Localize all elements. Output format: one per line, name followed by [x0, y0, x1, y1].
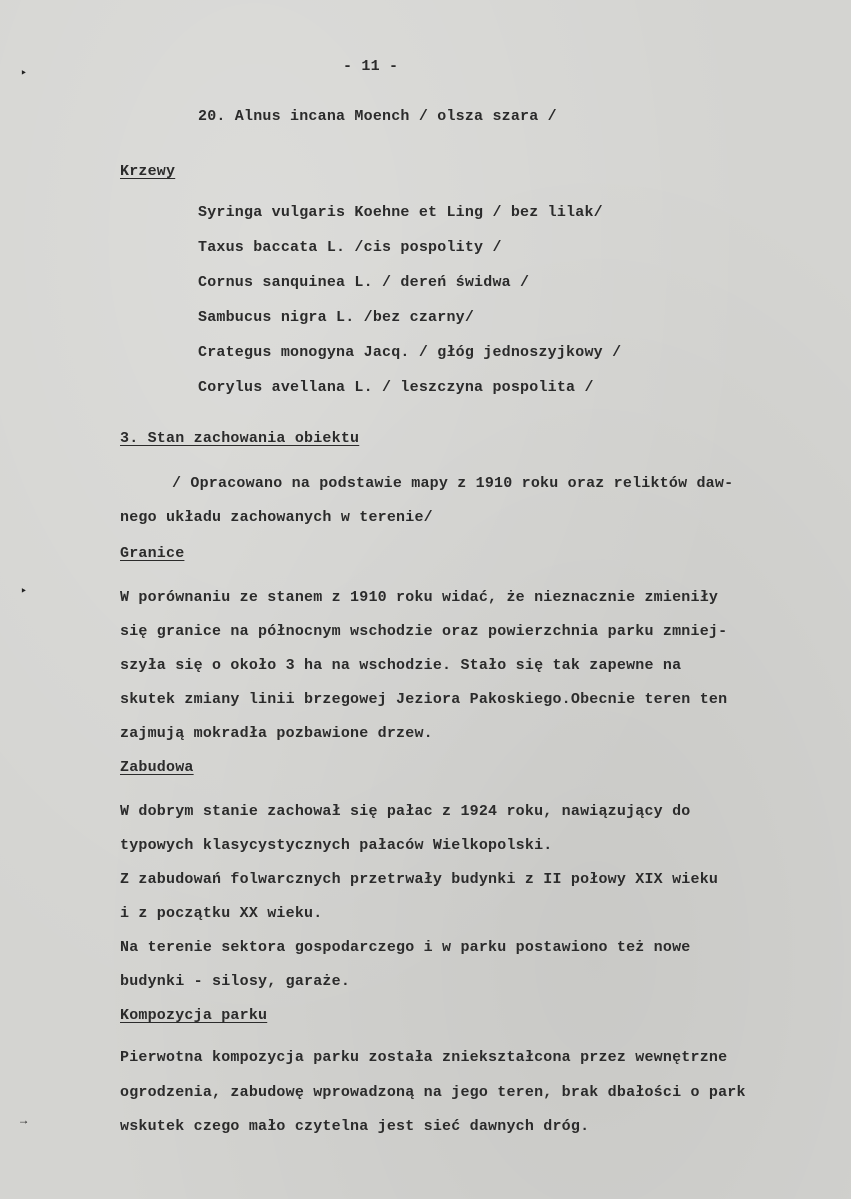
shrub-item: Crategus monogyna Jacq. / głóg jednoszyjkowy / [198, 344, 622, 361]
shrub-item: Cornus sanquinea L. / dereń świdwa / [198, 274, 530, 291]
shrub-item: Corylus avellana L. / leszczyna pospolita / [198, 379, 594, 396]
krzewy-heading: Krzewy [120, 163, 176, 180]
shrub-item: Sambucus nigra L. /bez czarny/ [198, 309, 475, 326]
page-number: - 11 - [343, 58, 399, 75]
granice-heading: Granice [120, 545, 185, 562]
margin-mark-bottom: → [20, 1114, 28, 1128]
granice-line: W porównaniu ze stanem z 1910 roku widać, że nieznacznie zmieniły [120, 589, 719, 606]
kompozycja-heading: Kompozycja parku [120, 1007, 268, 1024]
zabudowa-line: W dobrym stanie zachował się pałac z 1924 roku, nawiązujący do [120, 803, 691, 820]
granice-line: się granice na północnym wschodzie oraz powierzchnia parku zmniej- [120, 623, 728, 640]
shrub-item: Syringa vulgaris Koehne et Ling / bez lilak/ [198, 204, 603, 221]
granice-line: zajmują mokradła pozbawione drzew. [120, 725, 433, 742]
margin-mark-top: ‣ [20, 67, 28, 81]
species-item-20: 20. Alnus incana Moench / olsza szara / [198, 108, 557, 125]
section3-note-line: / Opracowano na podstawie mapy z 1910 roku oraz reliktów daw- [172, 475, 734, 492]
granice-line: skutek zmiany linii brzegowej Jeziora Pakoskiego.Obecnie teren ten [120, 691, 728, 708]
kompozycja-line: wskutek czego mało czytelna jest sieć dawnych dróg. [120, 1118, 590, 1135]
shrub-item: Taxus baccata L. /cis pospolity / [198, 239, 502, 256]
section3-heading: 3. Stan zachowania obiektu [120, 430, 360, 447]
section3-note-line: nego układu zachowanych w terenie/ [120, 509, 433, 526]
granice-line: szyła się o około 3 ha na wschodzie. Stało się tak zapewne na [120, 657, 682, 674]
zabudowa-line: budynki - silosy, garaże. [120, 973, 351, 990]
zabudowa-line: i z początku XX wieku. [120, 905, 323, 922]
margin-mark-middle: ‣ [20, 585, 28, 599]
zabudowa-line: Z zabudowań folwarcznych przetrwały budynki z II połowy XIX wieku [120, 871, 719, 888]
zabudowa-line: typowych klasycystycznych pałaców Wielkopolski. [120, 837, 553, 854]
kompozycja-line: ogrodzenia, zabudowę wprowadzoną na jego teren, brak dbałości o park [120, 1084, 746, 1101]
zabudowa-line: Na terenie sektora gospodarczego i w parku postawiono też nowe [120, 939, 691, 956]
kompozycja-line: Pierwotna kompozycja parku została zniekształcona przez wewnętrzne [120, 1049, 728, 1066]
zabudowa-heading: Zabudowa [120, 759, 194, 776]
